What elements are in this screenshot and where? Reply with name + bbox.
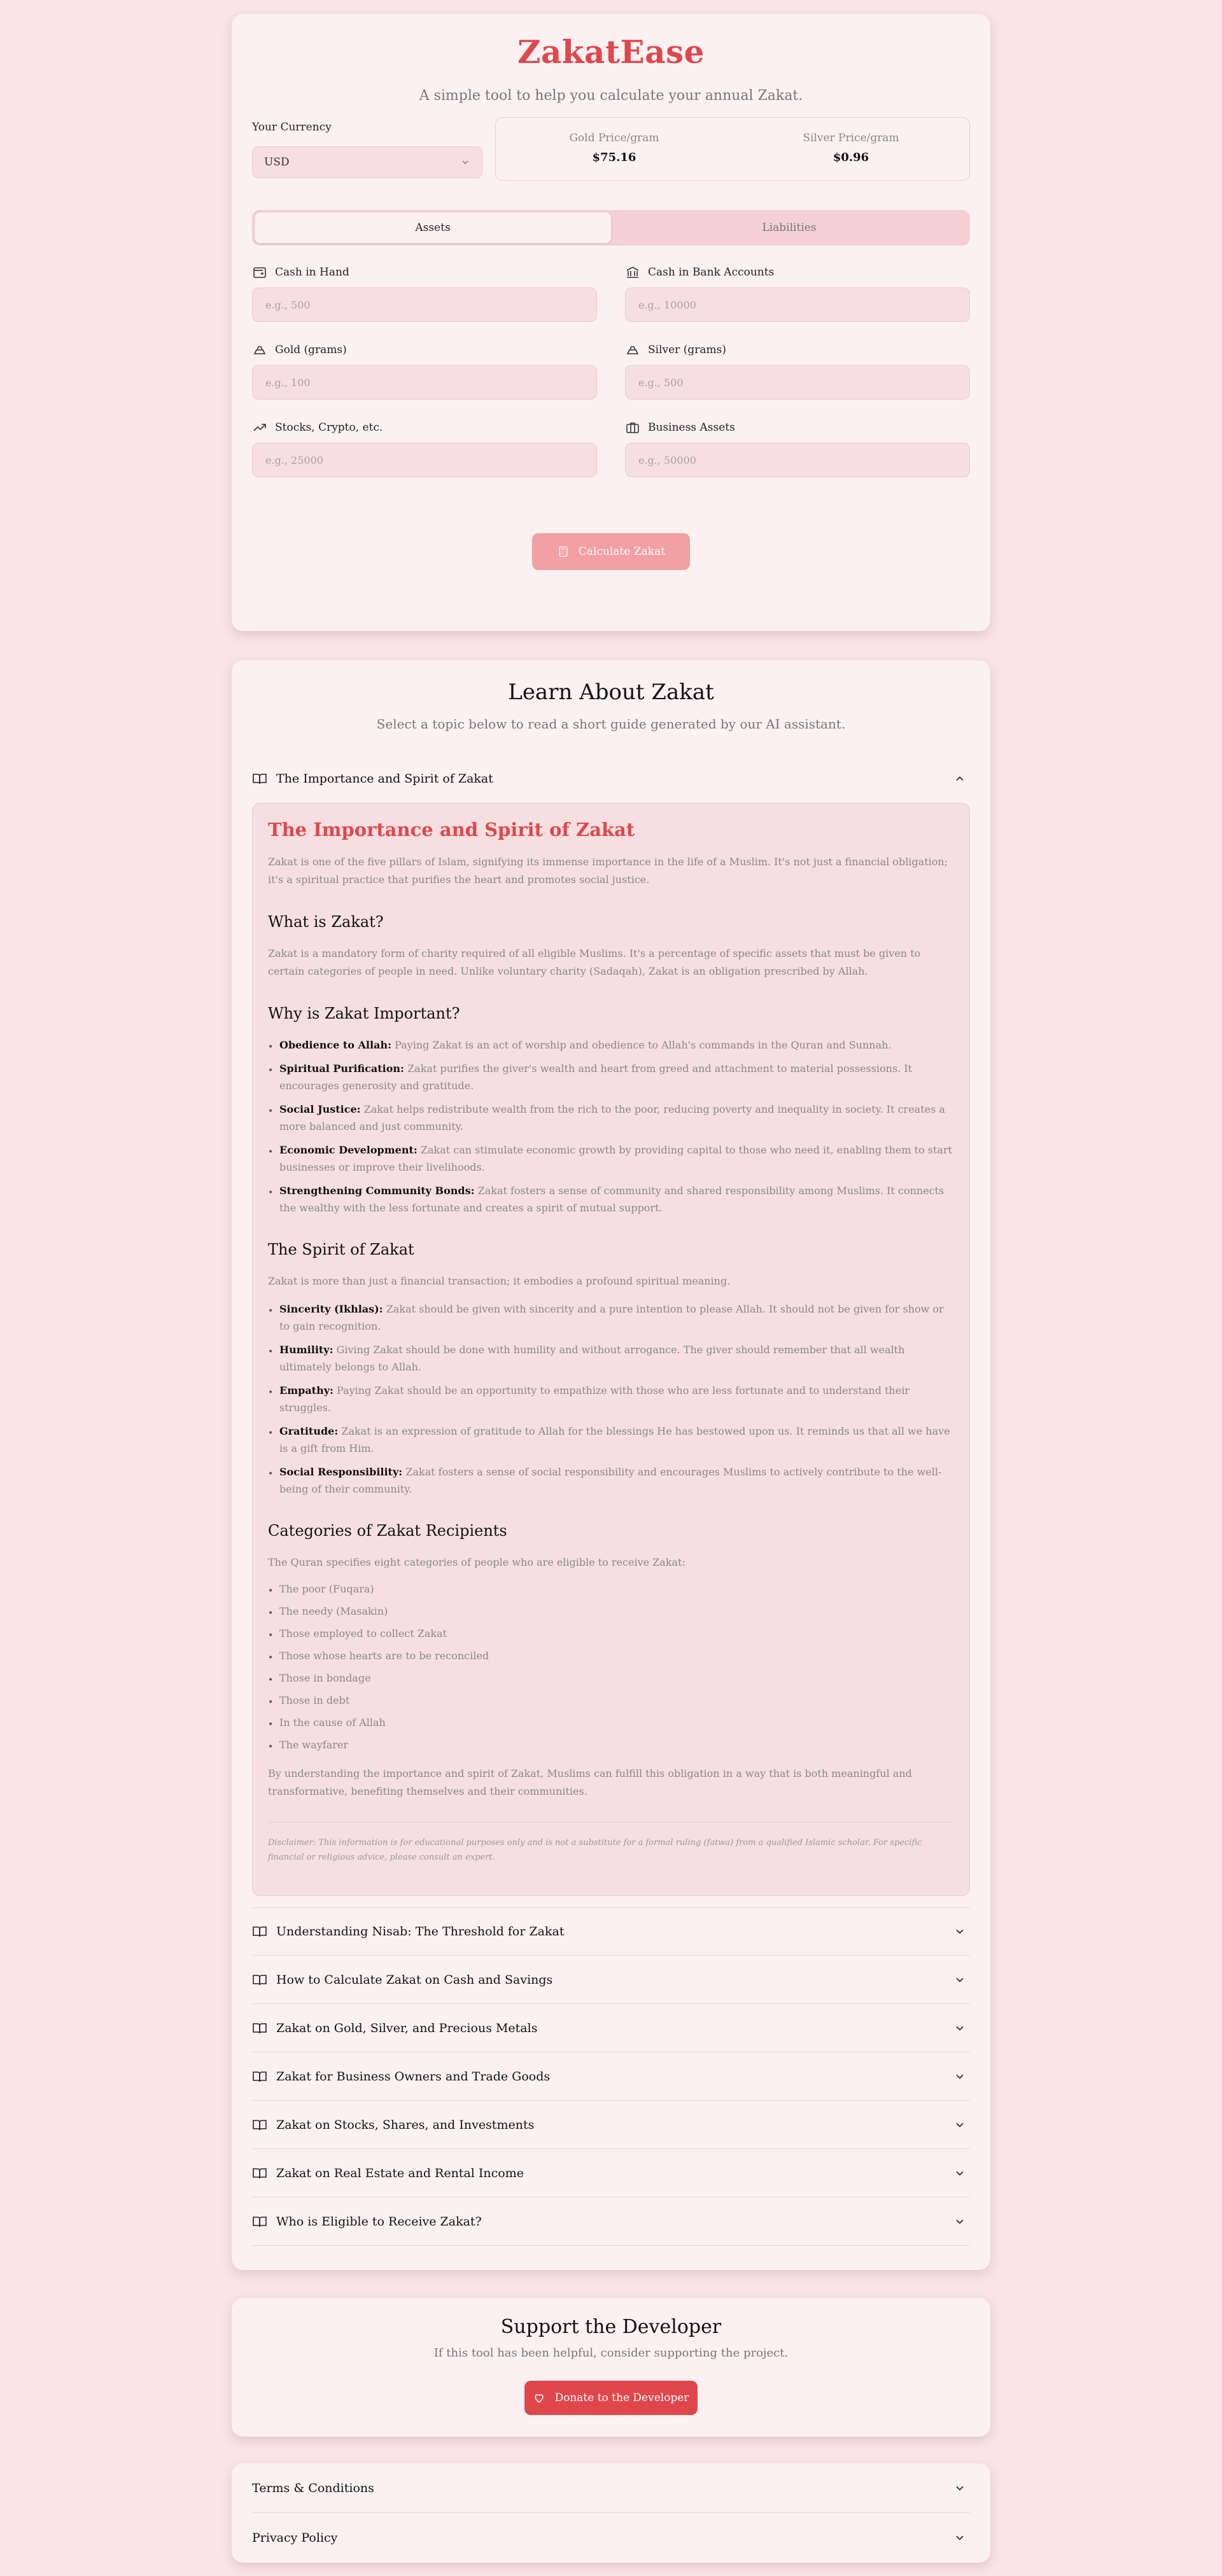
silver-field: [625, 342, 970, 400]
spirit-heading: The Spirit of Zakat: [268, 1241, 414, 1258]
book-open-icon: [252, 2021, 267, 2036]
accordion-topic-label: Who is Eligible to Receive Zakat?: [276, 2214, 482, 2229]
article-title: The Importance and Spirit of Zakat: [268, 819, 635, 840]
chevron-down-icon: [460, 157, 470, 167]
accordion-topic-eligible[interactable]: [252, 2197, 970, 2246]
list-item: • The wayfarer: [268, 1736, 954, 1753]
cash-bank-input[interactable]: [625, 288, 970, 322]
gold-bar-icon: [252, 342, 267, 358]
book-open-icon: [252, 2166, 267, 2181]
silver-label: Silver (grams): [648, 344, 726, 356]
list-item: • Gratitude: Zakat is an expression of gratitude to Allah for the blessings He has bestowed upon us. It reminds us that all we have is a gift from Him.: [268, 1423, 954, 1457]
stocks-label: Stocks, Crypto, etc.: [275, 421, 383, 434]
article-content: [252, 803, 970, 1896]
accordion-open-topic-label: The Importance and Spirit of Zakat: [276, 772, 493, 786]
donate-label: Donate to the Developer: [554, 2392, 689, 2404]
support-card: [232, 2298, 990, 2437]
book-open-icon: [252, 771, 267, 786]
chevron-down-icon: [953, 2070, 966, 2083]
list-item: • The poor (Fuqara): [268, 1580, 954, 1598]
stocks-input[interactable]: [252, 443, 597, 477]
cash-hand-field: [252, 265, 597, 322]
donate-button[interactable]: [524, 2381, 698, 2415]
wallet-icon: [252, 265, 267, 280]
book-open-icon: [252, 2117, 267, 2133]
business-label: Business Assets: [648, 421, 735, 434]
list-item: • Those in debt: [268, 1692, 954, 1709]
accordion-topic-real-estate[interactable]: [252, 2149, 970, 2197]
accordion-topic-stocks[interactable]: [252, 2101, 970, 2149]
privacy-label: Privacy Policy: [252, 2531, 338, 2545]
trending-up-icon: [252, 420, 267, 435]
learn-card: [232, 660, 990, 2270]
list-item: • The needy (Masakin): [268, 1603, 954, 1620]
list-item: • In the cause of Allah: [268, 1714, 954, 1731]
book-open-icon: [252, 1924, 267, 1939]
tab-liabilities[interactable]: Liabilities: [762, 221, 817, 234]
tab-assets[interactable]: Assets: [255, 212, 611, 243]
accordion-topic-label: Zakat for Business Owners and Trade Goods: [276, 2069, 551, 2084]
briefcase-icon: [625, 420, 640, 435]
silver-price-value: $0.96: [832, 151, 869, 164]
chevron-down-icon: [953, 2119, 966, 2131]
book-open-icon: [252, 1972, 267, 1988]
article-intro: Zakat is one of the five pillars of Islam, signifying its immense importance in the life of a Muslim. It's not just a financial obligation; it's a spiritual practice that purifies the heart and promotes social justice.: [268, 856, 948, 886]
chevron-down-icon: [953, 2215, 966, 2228]
business-field: [625, 420, 970, 477]
cash-hand-input[interactable]: [252, 288, 597, 322]
accordion-topic-label: Zakat on Gold, Silver, and Precious Metals: [276, 2021, 538, 2035]
list-item: • Obedience to Allah: Paying Zakat is an act of worship and obedience to Allah's commands in the Quran and Sunnah.: [268, 1036, 954, 1054]
silver-price-label: Silver Price/gram: [803, 132, 899, 144]
gold-price-value: $75.16: [592, 151, 636, 164]
what-heading: What is Zakat?: [268, 913, 384, 931]
accordion-topic-label: How to Calculate Zakat on Cash and Savings: [276, 1972, 553, 1987]
legal-card: [232, 2463, 990, 2563]
why-heading: Why is Zakat Important?: [268, 1005, 460, 1022]
chevron-up-icon: [953, 772, 966, 785]
silver-price: [733, 132, 969, 164]
gold-field: [252, 342, 597, 400]
learn-title: Learn About Zakat: [508, 679, 714, 705]
app-title: ZakatEase: [517, 33, 705, 71]
business-label-row: [625, 420, 970, 435]
gold-input[interactable]: [252, 365, 597, 400]
list-item: • Those in bondage: [268, 1669, 954, 1687]
calculate-zakat-button[interactable]: [532, 533, 690, 570]
list-item: • Humility: Giving Zakat should be done with humility and without arrogance. The giver should remember that all wealth ultimately belongs to Allah.: [268, 1341, 954, 1375]
support-title: Support the Developer: [500, 2316, 722, 2338]
terms-accordion[interactable]: [252, 2463, 970, 2513]
accordion-topic-nisab[interactable]: [252, 1907, 970, 1956]
cash-bank-label-row: [625, 265, 970, 280]
chevron-down-icon: [953, 1925, 966, 1938]
accordion-topic-cash[interactable]: [252, 1956, 970, 2004]
bank-icon: [625, 265, 640, 280]
cash-bank-label: Cash in Bank Accounts: [648, 266, 775, 279]
currency-selected-value: USD: [264, 156, 290, 169]
metal-prices-box: [495, 117, 970, 181]
chevron-down-icon: [953, 2482, 966, 2495]
silver-input[interactable]: [625, 365, 970, 400]
list-item: • Economic Development: Zakat can stimulate economic growth by providing capital to those who need it, enabling them to start businesses or improve their livelihoods.: [268, 1141, 954, 1176]
gold-price: [496, 132, 733, 164]
silver-bar-icon: [625, 342, 640, 358]
accordion-open-topic[interactable]: [252, 755, 970, 803]
silver-label-row: [625, 342, 970, 358]
chevron-down-icon: [953, 2167, 966, 2180]
calculate-zakat-label: Calculate Zakat: [578, 545, 666, 558]
categories-heading: Categories of Zakat Recipients: [268, 1522, 507, 1540]
heart-icon: [533, 2392, 545, 2404]
learn-subtitle: Select a topic below to read a short guide generated by our AI assistant.: [376, 716, 846, 732]
currency-label: Your Currency: [252, 121, 332, 134]
list-item: • Empathy: Paying Zakat should be an opportunity to empathize with those who are less fortunate and to understand their struggles.: [268, 1382, 954, 1416]
article-closing: By understanding the importance and spirit of Zakat, Muslims can fulfill this obligation in a way that is both meaningful and transformative, benefiting themselves and their communities.: [268, 1767, 912, 1797]
business-input[interactable]: [625, 443, 970, 477]
list-item: • Those employed to collect Zakat: [268, 1625, 954, 1642]
gold-label: Gold (grams): [275, 344, 347, 356]
accordion-topic-label: Understanding Nisab: The Threshold for Zakat: [276, 1925, 565, 1939]
chevron-down-icon: [953, 1974, 966, 1986]
cash-hand-label: Cash in Hand: [275, 266, 349, 279]
privacy-accordion[interactable]: [252, 2513, 970, 2563]
calculator-icon: [557, 545, 570, 558]
calculator-card: [232, 14, 990, 631]
asset-liability-tabs: [252, 210, 970, 246]
list-item: • Sincerity (Ikhlas): Zakat should be given with sincerity and a pure intention to please Allah. It should not be given for show or to gain recognition.: [268, 1300, 954, 1335]
list-item: • Strengthening Community Bonds: Zakat fosters a sense of community and shared responsibility among Muslims. It connects the wealthy with the less fortunate and creates a spirit of mutual support.: [268, 1182, 954, 1216]
cash-hand-label-row: [252, 265, 597, 280]
spirit-intro: Zakat is more than just a financial transaction; it embodies a profound spiritual meaning.: [268, 1275, 731, 1287]
article-disclaimer: Disclaimer: This information is for educational purposes only and is not a substitute for a formal ruling (fatwa) from a qualified Islamic scholar. For specific financial or religious advice, please consult an expert.: [268, 1822, 954, 1865]
spirit-list: [268, 1300, 954, 1498]
list-item: • Social Responsibility: Zakat fosters a sense of social responsibility and encourages Muslims to actively contribute to the well-being of their community.: [268, 1463, 954, 1498]
list-item: • Spiritual Purification: Zakat purifies the giver's wealth and heart from greed and attachment to material possessions. It encourages generosity and gratitude.: [268, 1060, 954, 1094]
support-subtitle: If this tool has been helpful, consider supporting the project.: [433, 2346, 789, 2360]
why-list: [268, 1036, 954, 1216]
stocks-label-row: [252, 420, 597, 435]
accordion-topic-label: Zakat on Stocks, Shares, and Investments: [276, 2117, 535, 2132]
chevron-down-icon: [953, 2022, 966, 2035]
terms-label: Terms & Conditions: [252, 2481, 374, 2495]
what-text: Zakat is a mandatory form of charity required of all eligible Muslims. It's a percentage of specific assets that must be given to certain categories of people in need. Unlike voluntary charity (Sadaqah), Zakat is an obligation prescribed by Allah.: [268, 947, 921, 977]
book-open-icon: [252, 2069, 267, 2084]
accordion-topic-gold[interactable]: [252, 2004, 970, 2052]
categories-intro: The Quran specifies eight categories of people who are eligible to receive Zakat:: [268, 1556, 685, 1568]
list-item: • Social Justice: Zakat helps redistribute wealth from the rich to the poor, reducing poverty and inequality in society. It creates a more balanced and just community.: [268, 1101, 954, 1135]
app-subtitle: A simple tool to help you calculate your annual Zakat.: [419, 88, 803, 104]
list-item: • Those whose hearts are to be reconciled: [268, 1647, 954, 1664]
currency-select[interactable]: [252, 146, 482, 178]
categories-list: [268, 1580, 954, 1753]
chevron-down-icon: [953, 2531, 966, 2544]
gold-label-row: [252, 342, 597, 358]
cash-bank-field: [625, 265, 970, 322]
accordion-topic-business[interactable]: [252, 2052, 970, 2101]
stocks-field: [252, 420, 597, 477]
book-open-icon: [252, 2214, 267, 2229]
accordion-topic-label: Zakat on Real Estate and Rental Income: [276, 2166, 524, 2180]
gold-price-label: Gold Price/gram: [569, 132, 659, 144]
